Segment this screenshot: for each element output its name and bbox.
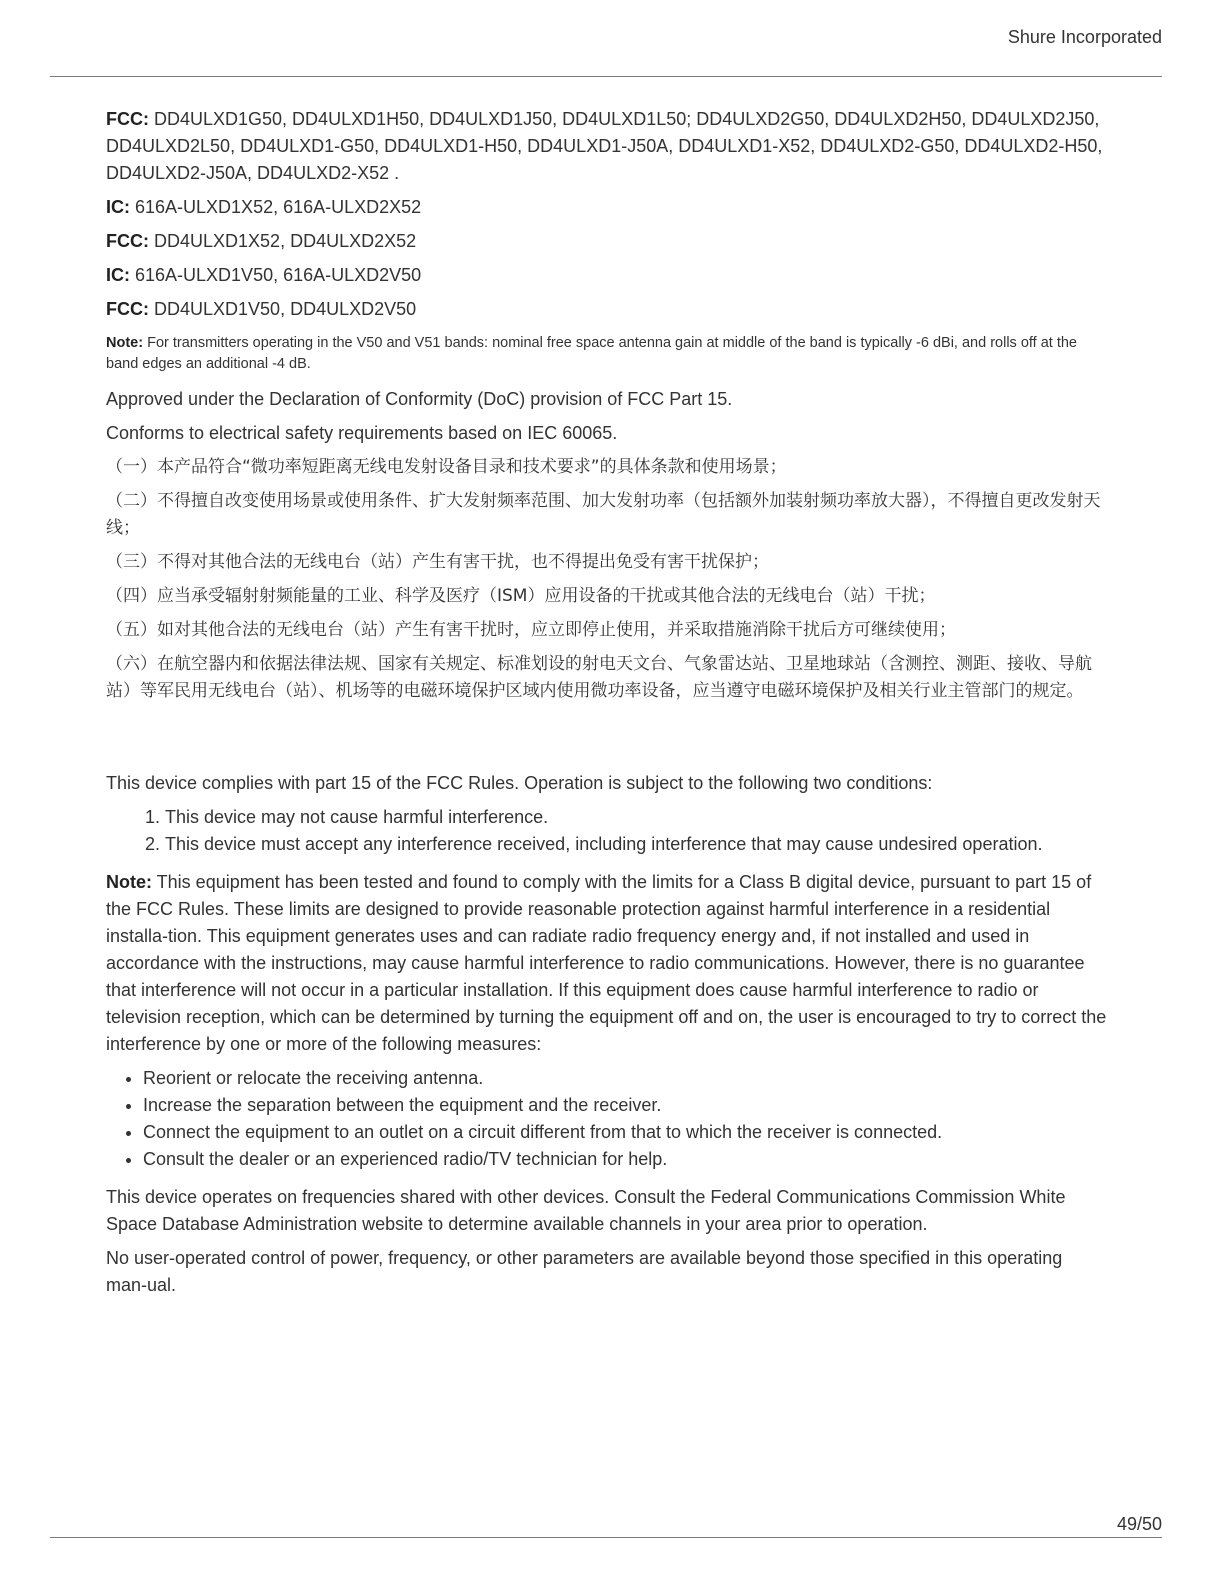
chinese-regulation-item: （五）如对其他合法的无线电台（站）产生有害干扰时，应立即停止使用，并采取措施消除干扰后方可继续使用； (106, 620, 956, 640)
certification-value: DD4ULXD1X52, DD4ULXD2X52 (149, 231, 417, 251)
part15-intro: This device complies with part 15 of the FCC Rules. Operation is subject to the following two conditions: (106, 773, 933, 793)
condition-item: 2. This device must accept any interference received, including interference that may cause undesired operation. (165, 831, 1108, 858)
antenna-note (106, 333, 1108, 375)
section-spacer (106, 712, 1108, 770)
certification-value: DD4ULXD1V50, DD4ULXD2V50 (149, 299, 417, 319)
page-number: 49/50 (1116, 1514, 1162, 1534)
white-space-statement: This device operates on frequencies shared with other devices. Consult the Federal Communications Commission White Space Database Administration website to determine available channels in your area prior to operation. (106, 1187, 1066, 1234)
certification-value: 616A-ULXD1X52, 616A-ULXD2X52 (130, 197, 422, 217)
certification-label: IC: (106, 265, 130, 285)
antenna-note-text: For transmitters operating in the V50 and V51 bands: nominal free space antenna gain at middle of the band is typically -6 dBi, and rolls off at the band edges an additional -4 dB. (106, 335, 1077, 372)
certification-label: IC: (106, 197, 130, 217)
class-b-note-label: Note: (106, 872, 152, 892)
conditions-list (106, 804, 1108, 858)
class-b-note-text: This equipment has been tested and found to comply with the limits for a Class B digital device, pursuant to part 15 of the FCC Rules. These limits are designed to provide reasonable protection against harmful interference in a residential installa-tion. This equipment generates uses and can radiate radio frequency energy and, if not installed and used in accordance with the instructions, may cause harmful interference to radio communications. However, there is no guarantee that interference will not occur in a particular installation. If this equipment does cause harmful interference to radio or television reception, which can be determined by turning the equipment off and on, the user is encouraged to try to correct the interference by one or more of the following measures: (106, 872, 1107, 1054)
page-content (106, 106, 1108, 1306)
measure-item: • Connect the equipment to an outlet on a circuit different from that to which the receiver is connected. (143, 1119, 1108, 1146)
certification-value: DD4ULXD1G50, DD4ULXD1H50, DD4ULXD1J50, DD4ULXD1L50; DD4ULXD2G50, DD4ULXD2H50, DD4ULXD2J50, DD4ULXD2L50, DD4ULXD1-G50, DD4ULXD1-H50, DD4ULXD1-J50A, DD4ULXD1-X52, DD4ULXD2-G50, DD4ULXD2-H50, DD4ULXD2-J50A, DD4ULXD2-X52 . (106, 109, 1103, 183)
chinese-regulation-item: （三）不得对其他合法的无线电台（站）产生有害干扰，也不得提出免受有害干扰保护； (106, 552, 769, 572)
conforms-statement: Conforms to electrical safety requirements based on IEC 60065. (106, 423, 618, 443)
certification-line (106, 194, 1108, 221)
no-user-control-statement: No user-operated control of power, frequency, or other parameters are available beyond those specified in this operating man-ual. (106, 1248, 1063, 1295)
measure-item: • Consult the dealer or an experienced radio/TV technician for help. (143, 1146, 1108, 1173)
measure-item: • Reorient or relocate the receiving antenna. (143, 1065, 1108, 1092)
certification-label: FCC: (106, 231, 149, 251)
header-divider (50, 76, 1162, 77)
certification-line (106, 296, 1108, 323)
header-company-name: Shure Incorporated (1007, 27, 1162, 47)
certification-label: FCC: (106, 299, 149, 319)
chinese-regulation-item: （四）应当承受辐射射频能量的工业、科学及医疗（ISM）应用设备的干扰或其他合法的无线电台（站）干扰； (106, 586, 936, 606)
antenna-note-label: Note: (106, 335, 144, 351)
approved-statement: Approved under the Declaration of Conformity (DoC) provision of FCC Part 15. (106, 389, 733, 409)
certification-line (106, 262, 1108, 289)
footer-divider (50, 1537, 1162, 1538)
chinese-regulation-item: （一）本产品符合“微功率短距离无线电发射设备目录和技术要求”的具体条款和使用场景； (106, 457, 787, 477)
certification-label: FCC: (106, 109, 149, 129)
certification-value: 616A-ULXD1V50, 616A-ULXD2V50 (130, 265, 422, 285)
chinese-regulation-item: （六）在航空器内和依据法律法规、国家有关规定、标准划设的射电天文台、气象雷达站、卫星地球站（含测控、测距、接收、导航站）等军民用无线电台（站）、机场等的电磁环境保护区域内使用微功率设备，应当遵守电磁环境保护及相关行业主管部门的规定。 (106, 654, 1092, 701)
certification-line (106, 228, 1108, 255)
condition-item: 1. This device may not cause harmful interference. (165, 804, 1108, 831)
measure-item: • Increase the separation between the equipment and the receiver. (143, 1092, 1108, 1119)
measures-list (106, 1065, 1108, 1173)
class-b-note (106, 869, 1108, 1058)
chinese-regulation-item: （二）不得擅自改变使用场景或使用条件、扩大发射频率范围、加大发射功率（包括额外加装射频功率放大器），不得擅自更改发射天线； (106, 491, 1101, 538)
certification-line (106, 106, 1108, 187)
